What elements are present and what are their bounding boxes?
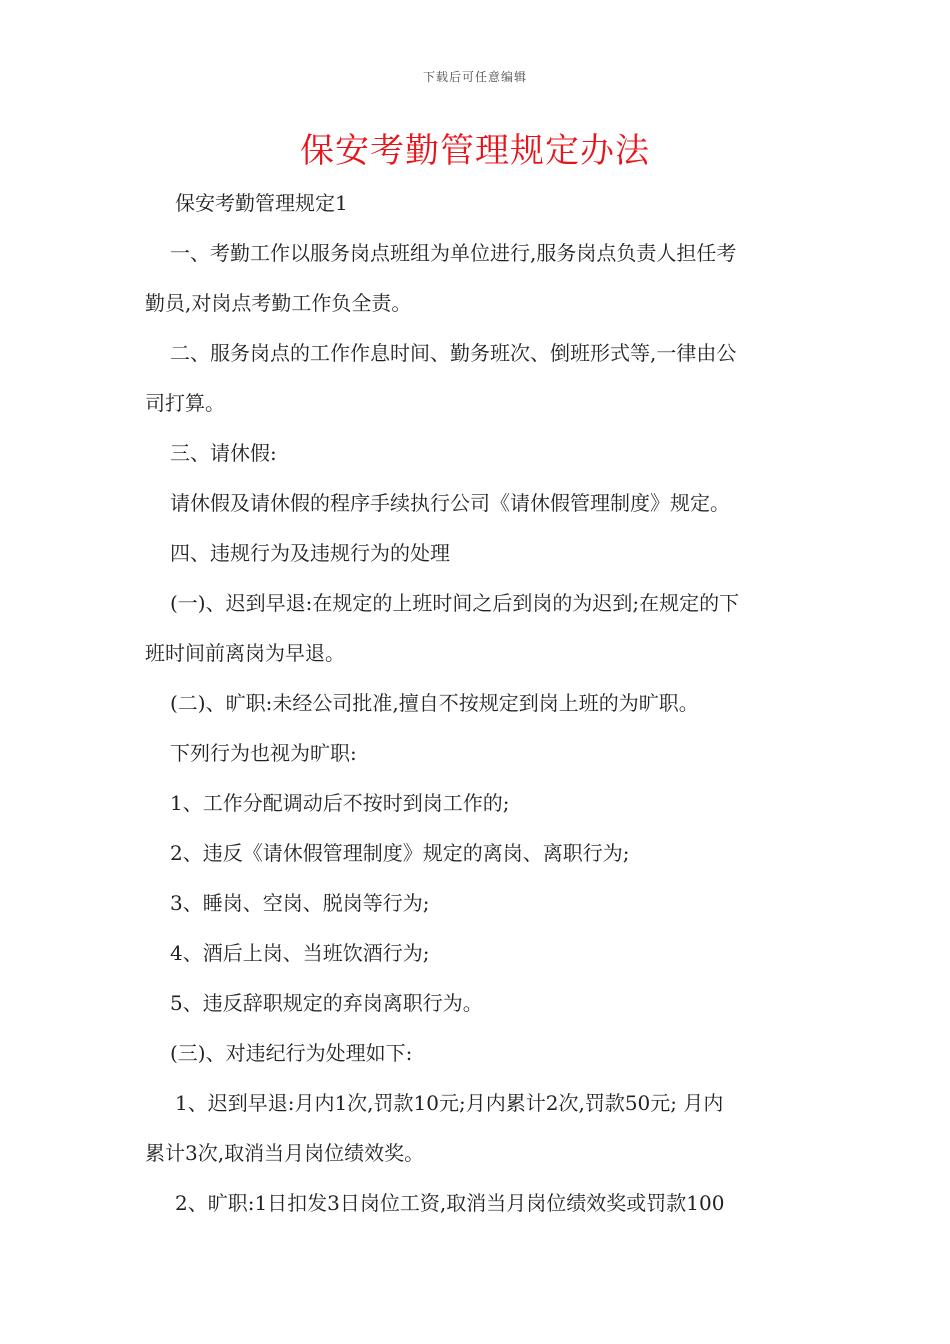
paragraph-line: 累计3次,取消当月岗位绩效奖。 xyxy=(145,1141,425,1165)
header-note: 下载后可任意编辑 xyxy=(422,70,527,84)
list-item: 3、睡岗、空岗、脱岗等行为; xyxy=(170,891,430,915)
paragraph-line: 勤员,对岗点考勤工作负全责。 xyxy=(145,291,412,315)
list-item: 2、违反《请休假管理制度》规定的离岗、离职行为; xyxy=(170,841,630,865)
document-title: 保安考勤管理规定办法 xyxy=(300,131,650,171)
section-heading: 保安考勤管理规定1 xyxy=(175,191,348,215)
paragraph-line: 二、服务岗点的工作作息时间、勤务班次、倒班形式等,一律由公 xyxy=(170,341,737,365)
paragraph-line: 司打算。 xyxy=(145,391,225,415)
list-item: 1、迟到早退:月内1次,罚款10元;月内累计2次,罚款50元; 月内 xyxy=(175,1091,724,1115)
list-item: 1、工作分配调动后不按时到岗工作的; xyxy=(170,791,510,815)
paragraph-line: 三、请休假: xyxy=(170,441,277,465)
paragraph-line: 班时间前离岗为早退。 xyxy=(145,641,345,665)
document-body xyxy=(145,178,810,1228)
list-item: 5、违反辞职规定的弃岗离职行为。 xyxy=(170,991,483,1015)
paragraph-line: 下列行为也视为旷职: xyxy=(170,741,357,765)
list-item: 2、旷职:1日扣发3日岗位工资,取消当月岗位绩效奖或罚款100 xyxy=(175,1191,725,1215)
paragraph-line: 请休假及请休假的程序手续执行公司《请休假管理制度》规定。 xyxy=(170,491,730,515)
paragraph-line: 一、考勤工作以服务岗点班组为单位进行,服务岗点负责人担任考 xyxy=(170,241,737,265)
paragraph-line: (三)、对违纪行为处理如下: xyxy=(170,1041,413,1065)
paragraph-line: (一)、迟到早退:在规定的上班时间之后到岗的为迟到;在规定的下 xyxy=(170,591,740,615)
paragraph-line: (二)、旷职:未经公司批准,擅自不按规定到岗上班的为旷职。 xyxy=(170,691,699,715)
paragraph-line: 四、违规行为及违规行为的处理 xyxy=(170,541,450,565)
list-item: 4、酒后上岗、当班饮酒行为; xyxy=(170,941,430,965)
